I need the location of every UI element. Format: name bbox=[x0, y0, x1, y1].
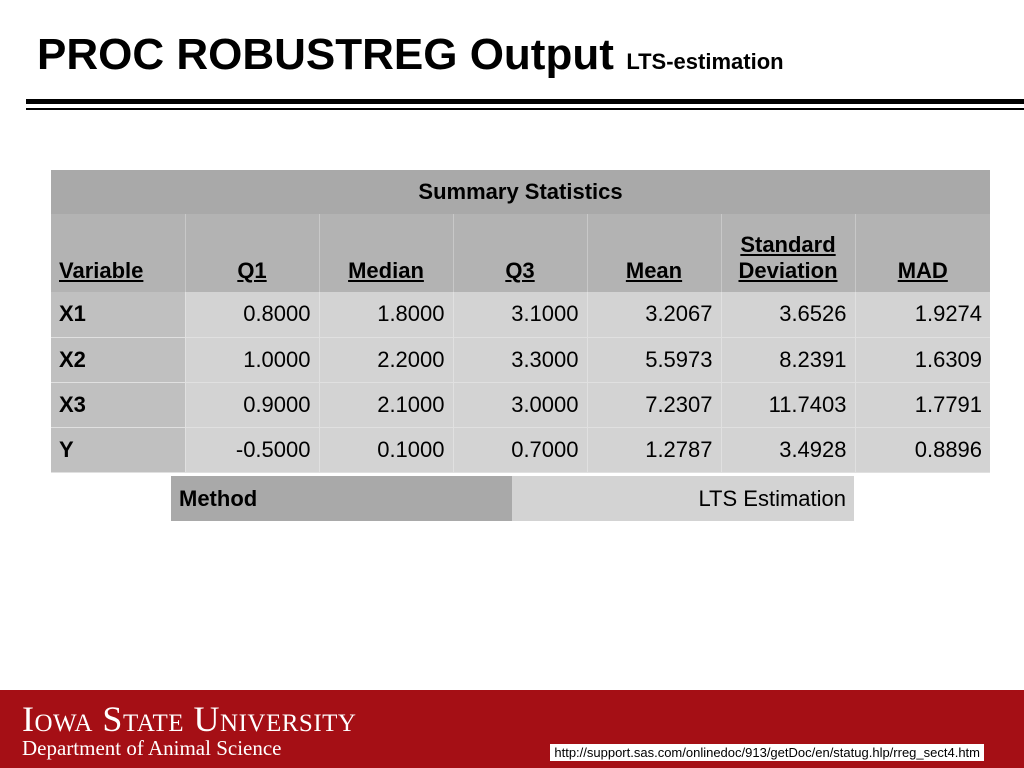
table-row bbox=[171, 476, 854, 521]
cell-q3: 3.3000 bbox=[453, 337, 587, 382]
cell-q1: 1.0000 bbox=[185, 337, 319, 382]
cell-median: 1.8000 bbox=[319, 292, 453, 337]
row-variable: X2 bbox=[51, 337, 185, 382]
cell-q3: 0.7000 bbox=[453, 427, 587, 472]
cell-mean: 3.2067 bbox=[587, 292, 721, 337]
source-url[interactable]: http://support.sas.com/onlinedoc/913/getDoc/en/statug.hlp/rreg_sect4.htm bbox=[550, 744, 984, 761]
cell-mean: 1.2787 bbox=[587, 427, 721, 472]
cell-q1: -0.5000 bbox=[185, 427, 319, 472]
table-row bbox=[51, 382, 990, 427]
table-row bbox=[51, 427, 990, 472]
cell-q1: 0.8000 bbox=[185, 292, 319, 337]
cell-mad: 1.6309 bbox=[855, 337, 990, 382]
method-label: Method bbox=[171, 476, 512, 521]
cell-std-dev: 3.4928 bbox=[721, 427, 855, 472]
cell-median: 2.2000 bbox=[319, 337, 453, 382]
title-sub: LTS-estimation bbox=[626, 49, 784, 74]
department-name: Department of Animal Science bbox=[22, 736, 282, 760]
row-variable: X1 bbox=[51, 292, 185, 337]
column-header-q3: Q3 bbox=[453, 214, 587, 292]
summary-statistics-table bbox=[51, 170, 990, 473]
footer-banner bbox=[0, 690, 1024, 768]
cell-mean: 5.5973 bbox=[587, 337, 721, 382]
method-table bbox=[171, 476, 854, 521]
title-main: PROC ROBUSTREG Output bbox=[37, 30, 614, 79]
cell-mean: 7.2307 bbox=[587, 382, 721, 427]
column-header-variable: Variable bbox=[51, 214, 185, 292]
cell-std-dev: 3.6526 bbox=[721, 292, 855, 337]
cell-median: 0.1000 bbox=[319, 427, 453, 472]
column-header-q1: Q1 bbox=[185, 214, 319, 292]
slide-title bbox=[37, 30, 784, 80]
cell-q3: 3.0000 bbox=[453, 382, 587, 427]
table-row bbox=[51, 337, 990, 382]
table-caption: Summary Statistics bbox=[51, 170, 990, 214]
cell-mad: 0.8896 bbox=[855, 427, 990, 472]
university-name: Iowa State University bbox=[22, 699, 357, 739]
method-value: LTS Estimation bbox=[512, 476, 854, 521]
title-rule-thick bbox=[26, 99, 1024, 104]
cell-mad: 1.9274 bbox=[855, 292, 990, 337]
cell-std-dev: 8.2391 bbox=[721, 337, 855, 382]
column-header-mean: Mean bbox=[587, 214, 721, 292]
cell-std-dev: 11.7403 bbox=[721, 382, 855, 427]
row-variable: X3 bbox=[51, 382, 185, 427]
cell-q1: 0.9000 bbox=[185, 382, 319, 427]
column-header-median: Median bbox=[319, 214, 453, 292]
column-header-std-dev: Standard Deviation bbox=[721, 214, 855, 292]
cell-median: 2.1000 bbox=[319, 382, 453, 427]
title-rule-thin bbox=[26, 108, 1024, 110]
row-variable: Y bbox=[51, 427, 185, 472]
cell-q3: 3.1000 bbox=[453, 292, 587, 337]
column-header-mad: MAD bbox=[855, 214, 990, 292]
table-row bbox=[51, 292, 990, 337]
cell-mad: 1.7791 bbox=[855, 382, 990, 427]
